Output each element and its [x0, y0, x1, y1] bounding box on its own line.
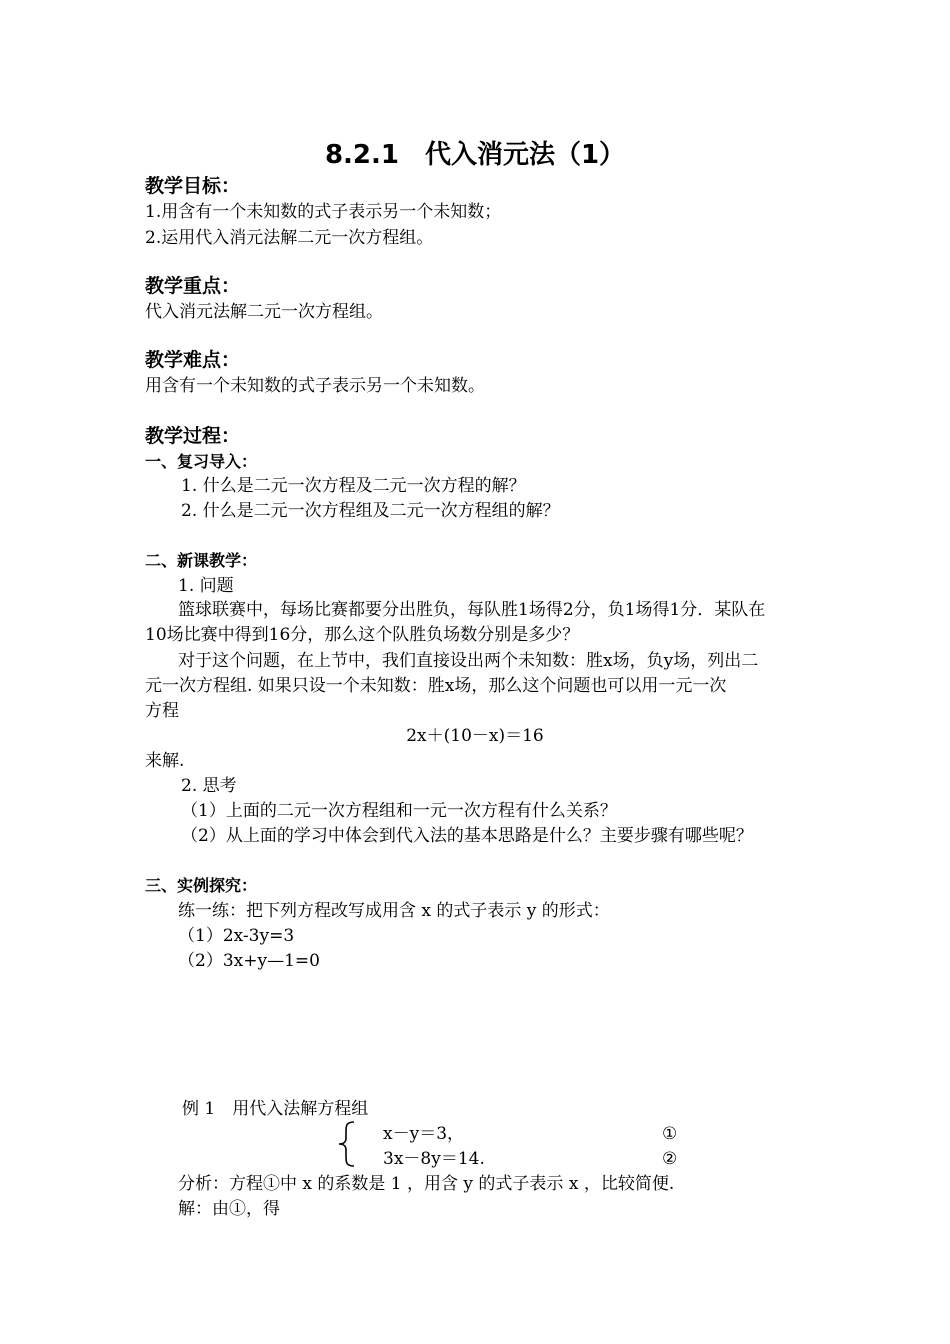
after-equation: 来解. [145, 751, 185, 771]
solution-text: 解：由①，得 [178, 1199, 280, 1219]
problem-line: 方程 [145, 701, 179, 721]
practice-item: （2）3x+y—1=0 [178, 951, 320, 971]
review-item: 1. 什么是二元一次方程及二元一次方程的解？ [181, 476, 526, 496]
key-point-text: 代入消元法解二元一次方程组。 [145, 302, 383, 322]
review-item: 2. 什么是二元一次方程组及二元一次方程组的解？ [181, 501, 560, 521]
new-lesson-heading: 二、新课教学： [145, 551, 258, 570]
problem-line: 10场比赛中得到16分，那么这个队胜负场数分别是多少？ [145, 625, 580, 645]
analysis-text: 分析：方程①中 x 的系数是 1 ，用含 y 的式子表示 x ，比较简便. [178, 1174, 675, 1194]
equation-mark: ② [662, 1149, 678, 1169]
objectives-heading: 教学目标： [145, 175, 241, 197]
example-title: 例 1 用代入法解方程组 [182, 1099, 369, 1119]
problem-line: 元一次方程组. 如果只设一个未知数：胜x场，那么这个问题也可以用一元一次 [145, 676, 727, 696]
thinking-item: （1）上面的二元一次方程组和一元一次方程有什么关系？ [181, 801, 617, 821]
practice-prompt: 练一练：把下列方程改写成用含 x 的式子表示 y 的形式： [178, 901, 610, 921]
problem-line: 篮球联赛中，每场比赛都要分出胜负，每队胜1场得2分，负1场得1分．某队在 [178, 600, 766, 620]
question-label: 1. 问题 [178, 576, 234, 596]
left-brace [336, 1120, 358, 1168]
difficulty-heading: 教学难点： [145, 349, 241, 371]
objective-item: 2.运用代入消元法解二元一次方程组。 [145, 228, 434, 248]
problem-line: 对于这个问题，在上节中，我们直接设出两个未知数：胜x场，负y场，列出二 [178, 651, 759, 671]
question-label: 2. 思考 [181, 776, 237, 796]
review-heading: 一、复习导入： [145, 452, 258, 471]
examples-heading: 三、实例探究： [145, 876, 258, 895]
system-equation: 3x－8y＝14. [383, 1149, 485, 1169]
thinking-item: （2）从上面的学习中体会到代入法的基本思路是什么？主要步骤有哪些呢？ [181, 826, 753, 846]
objective-item: 1.用含有一个未知数的式子表示另一个未知数； [145, 202, 502, 222]
key-point-heading: 教学重点： [145, 275, 241, 297]
equation-mark: ① [662, 1124, 678, 1144]
process-heading: 教学过程： [145, 425, 241, 447]
difficulty-text: 用含有一个未知数的式子表示另一个未知数。 [145, 376, 485, 396]
practice-item: （1）2x-3y=3 [178, 926, 295, 946]
equation: 2x＋(10－x)＝16 [406, 726, 544, 746]
system-equation: x－y＝3， [383, 1124, 465, 1144]
page-title: 8.2.1 代入消元法（1） [324, 140, 626, 170]
